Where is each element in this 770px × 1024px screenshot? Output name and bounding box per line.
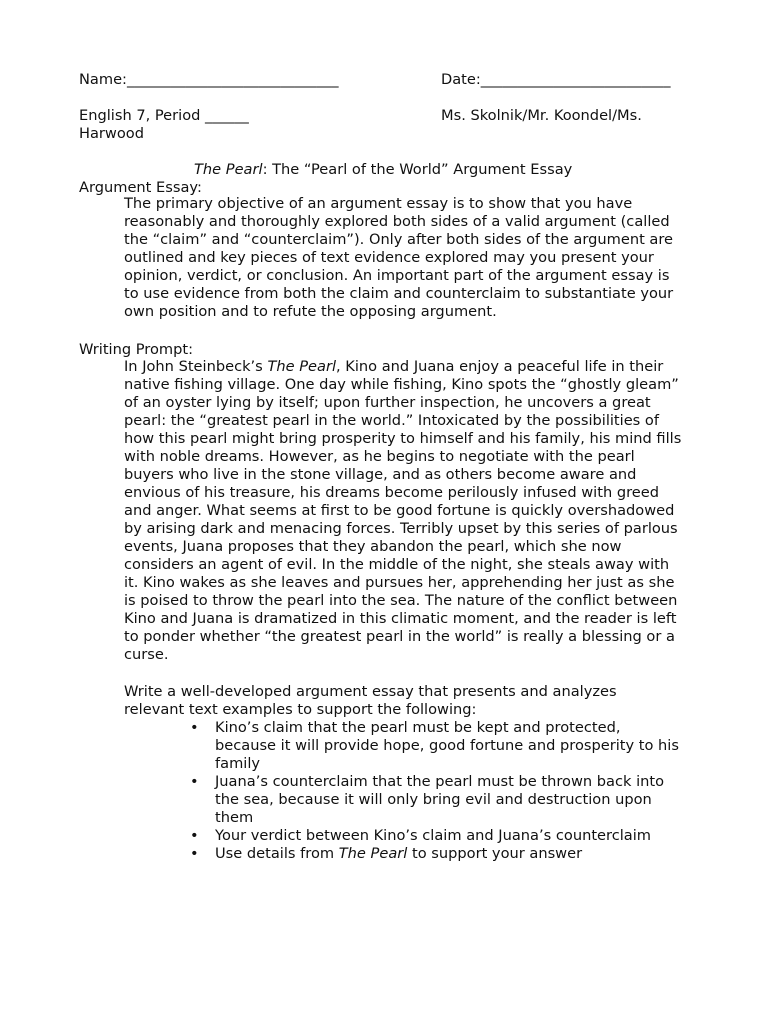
paragraph-line bbox=[124, 358, 681, 376]
name-field-label: Name:_____________________________ bbox=[79, 71, 339, 88]
list-item-line: them bbox=[215, 809, 254, 826]
argument-essay-paragraph bbox=[124, 195, 673, 321]
list-item-line bbox=[215, 845, 679, 863]
date-field-label: Date:__________________________ bbox=[441, 71, 671, 88]
paragraph-line: considers an agent of evil. In the middle of the night, she steals away with bbox=[124, 556, 670, 573]
book-title: The Pearl bbox=[338, 845, 408, 862]
list-item-line: • Juana’s counterclaim that the pearl must be thrown back into bbox=[215, 773, 665, 790]
list-item-line: • Your verdict between Kino’s claim and Juana’s counterclaim bbox=[215, 827, 652, 844]
prompt-text: In John Steinbeck’s bbox=[124, 358, 268, 375]
list-item-line: • Kino’s claim that the pearl must be kept and protected, bbox=[215, 719, 621, 736]
essay-title-book: The Pearl bbox=[194, 161, 263, 178]
paragraph-line: Kino and Juana is dramatized in this climatic moment, and the reader is left bbox=[124, 610, 677, 627]
paragraph-line: native fishing village. One day while fishing, Kino spots the “ghostly gleam” bbox=[124, 376, 679, 393]
essay-title-rest: : The “Pearl of the World” Argument Essay bbox=[262, 161, 573, 178]
requirement-kino-claim bbox=[186, 719, 679, 773]
paragraph-line: curse. bbox=[124, 646, 169, 663]
paragraph-line: own position and to refute the opposing argument. bbox=[124, 303, 497, 320]
requirement-juana-counterclaim bbox=[186, 773, 679, 827]
paragraph-line: The primary objective of an argument essay is to show that you have bbox=[124, 195, 633, 212]
writing-prompt-heading: Writing Prompt: bbox=[79, 341, 194, 358]
paragraph-line: envious of his treasure, his dreams become perilously infused with greed bbox=[124, 484, 660, 501]
paragraph-line: to use evidence from both the claim and counterclaim to substantiate your bbox=[124, 285, 674, 302]
requirement-use-details bbox=[186, 845, 679, 863]
paragraph-line: buyers who live in the stone village, and as others become aware and bbox=[124, 466, 637, 483]
paragraph-line: the “claim” and “counterclaim”). Only after both sides of the argument are bbox=[124, 231, 674, 248]
paragraph-line: outlined and key pieces of text evidence explored may you present your bbox=[124, 249, 654, 266]
list-item-text: Use details from bbox=[215, 845, 339, 862]
paragraph-line: by arising dark and menacing forces. Terribly upset by this series of parlous bbox=[124, 520, 678, 537]
paragraph-line: is poised to throw the pearl into the sea. The nature of the conflict between bbox=[124, 592, 678, 609]
paragraph-line: with noble dreams. However, as he begins to negotiate with the pearl bbox=[124, 448, 635, 465]
paragraph-line: it. Kino wakes as she leaves and pursues her, apprehending her just as she bbox=[124, 574, 675, 591]
paragraph-line: Write a well-developed argument essay that presents and analyzes bbox=[124, 683, 617, 700]
writing-prompt-paragraph bbox=[124, 358, 681, 664]
class-period-label: English 7, Period ______ bbox=[79, 107, 249, 124]
paragraph-line: opinion, verdict, or conclusion. An important part of the argument essay is bbox=[124, 267, 670, 284]
book-title: The Pearl bbox=[267, 358, 336, 375]
argument-essay-heading: Argument Essay: bbox=[79, 179, 202, 196]
task-instructions bbox=[124, 683, 617, 719]
paragraph-line: reasonably and thoroughly explored both sides of a valid argument (called bbox=[124, 213, 670, 230]
requirement-verdict bbox=[186, 827, 679, 845]
paragraph-line: to ponder whether “the greatest pearl in the world” is really a blessing or a bbox=[124, 628, 675, 645]
paragraph-line: how this pearl might bring prosperity to himself and his family, his mind fills bbox=[124, 430, 682, 447]
paragraph-line: and anger. What seems at first to be good fortune is quickly overshadowed bbox=[124, 502, 675, 519]
requirements-list bbox=[186, 719, 679, 863]
prompt-text: , Kino and Juana enjoy a peaceful life in their bbox=[336, 358, 664, 375]
teacher-names: Ms. Skolnik/Mr. Koondel/Ms. bbox=[441, 107, 642, 124]
list-item-line: the sea, because it will only bring evil and destruction upon bbox=[215, 791, 652, 808]
list-item-line: because it will provide hope, good fortune and prosperity to his bbox=[215, 737, 679, 754]
paragraph-line: relevant text examples to support the following: bbox=[124, 701, 477, 718]
paragraph-line: of an oyster lying by itself; upon further inspection, he uncovers a great bbox=[124, 394, 651, 411]
teacher-names-continued: Harwood bbox=[79, 125, 144, 142]
paragraph-line: events, Juana proposes that they abandon the pearl, which she now bbox=[124, 538, 622, 555]
essay-title bbox=[194, 161, 572, 179]
list-item-text: to support your answer bbox=[407, 845, 583, 862]
list-item-line: family bbox=[215, 755, 261, 772]
paragraph-line: pearl: the “greatest pearl in the world.” Intoxicated by the possibilities of bbox=[124, 412, 659, 429]
